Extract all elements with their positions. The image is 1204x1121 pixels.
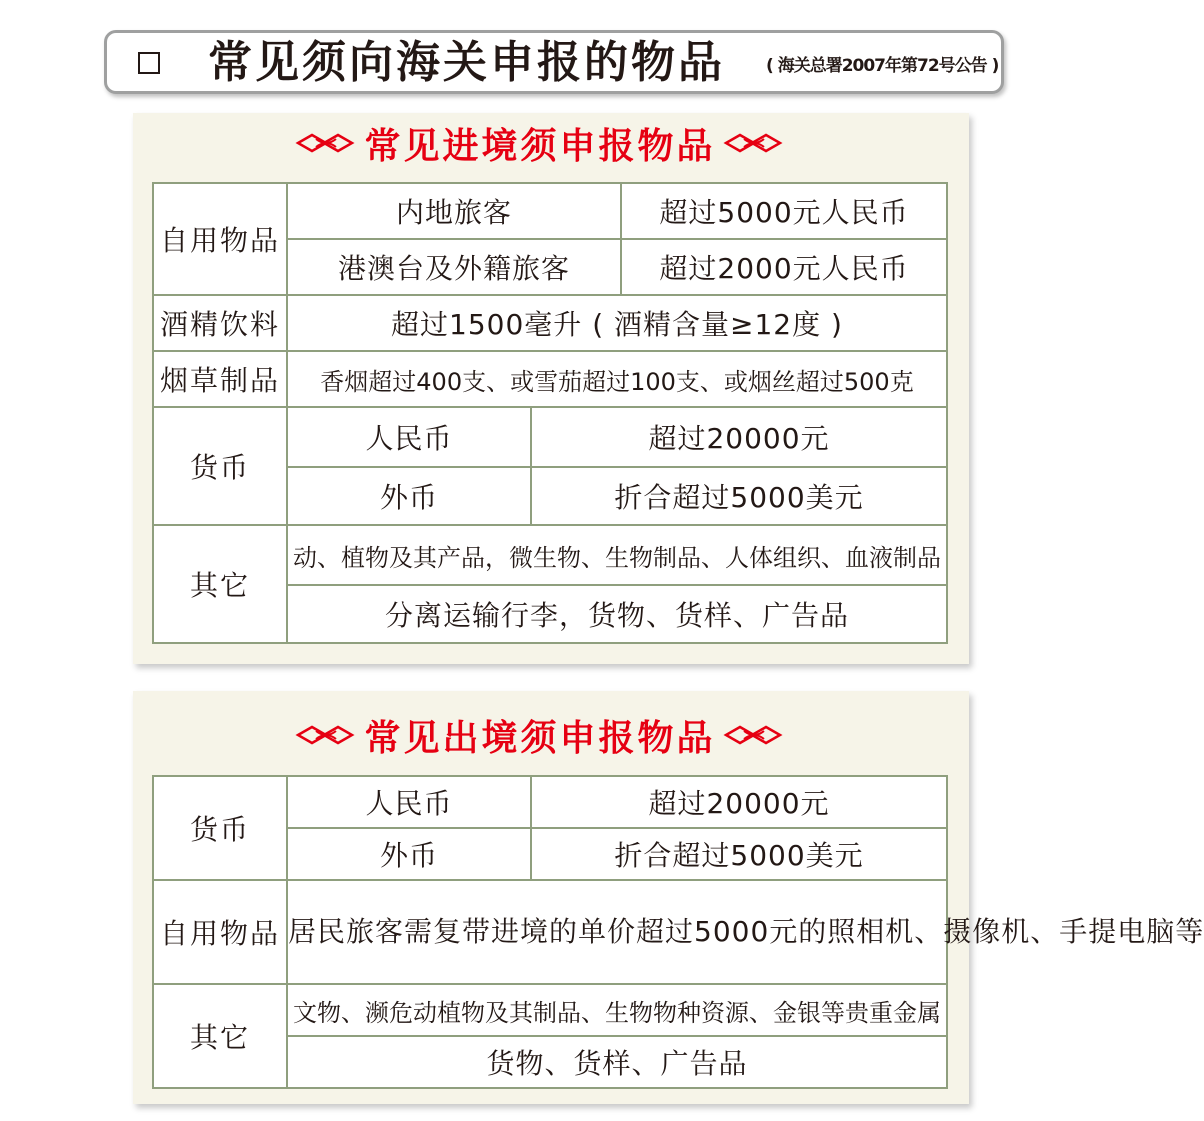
ornament-icon xyxy=(296,723,356,747)
limit-value: 折合超过5000美元 xyxy=(531,467,947,525)
page-title: 常见须向海关申报的物品 xyxy=(208,37,725,88)
category-other: 其它 xyxy=(153,525,287,643)
limit-value: 折合超过5000美元 xyxy=(531,828,947,880)
currency-type: 人民币 xyxy=(287,776,531,828)
category-personal: 自用物品 xyxy=(153,183,287,295)
exit-heading-text: 常见出境须申报物品 xyxy=(364,717,716,759)
category-tobacco: 烟草制品 xyxy=(153,351,287,407)
table-row xyxy=(153,407,947,467)
currency-type: 人民币 xyxy=(287,407,531,467)
other-items: 分离运输行李，货物、货样、广告品 xyxy=(287,585,947,643)
limit-value: 香烟超过400支、或雪茄超过100支、或烟丝超过500克 xyxy=(287,351,947,407)
limit-value: 超过5000元人民币 xyxy=(621,183,947,239)
checkbox-icon xyxy=(138,52,160,74)
limit-value: 超过2000元人民币 xyxy=(621,239,947,295)
category-currency: 货币 xyxy=(153,776,287,880)
limit-value: 超过1500毫升 ( 酒精含量≥12度 ) xyxy=(287,295,947,351)
other-items: 文物、濒危动植物及其制品、生物物种资源、金银等贵重金属 xyxy=(287,984,947,1036)
entry-heading xyxy=(0,115,1080,171)
other-items: 动、植物及其产品，微生物、生物制品、人体组织、血液制品 xyxy=(287,525,947,585)
category-currency: 货币 xyxy=(153,407,287,525)
currency-type: 外币 xyxy=(287,828,531,880)
traveler-type: 内地旅客 xyxy=(287,183,621,239)
traveler-type: 港澳台及外籍旅客 xyxy=(287,239,621,295)
limit-value: 超过20000元 xyxy=(531,407,947,467)
limit-value: 居民旅客需复带进境的单价超过5000元的照相机、摄像机、手提电脑等 xyxy=(287,880,947,984)
other-items: 货物、货样、广告品 xyxy=(287,1036,947,1088)
exit-heading xyxy=(0,707,1080,763)
table-row xyxy=(153,295,947,351)
ornament-icon xyxy=(296,131,356,155)
category-alcohol: 酒精饮料 xyxy=(153,295,287,351)
ornament-icon xyxy=(724,131,784,155)
currency-type: 外币 xyxy=(287,467,531,525)
table-row xyxy=(153,525,947,585)
table-row xyxy=(153,351,947,407)
entry-heading-text: 常见进境须申报物品 xyxy=(364,125,716,167)
exit-table xyxy=(152,775,1204,1089)
ornament-icon xyxy=(724,723,784,747)
category-personal: 自用物品 xyxy=(153,880,287,984)
table-row xyxy=(153,880,947,984)
limit-value: 超过20000元 xyxy=(531,776,947,828)
entry-table xyxy=(152,182,948,644)
category-other: 其它 xyxy=(153,984,287,1088)
table-row xyxy=(153,984,947,1036)
table-row xyxy=(153,776,947,828)
announcement-note: ( 海关总署2007年第72号公告 ) xyxy=(766,56,999,76)
table-row xyxy=(153,183,947,239)
